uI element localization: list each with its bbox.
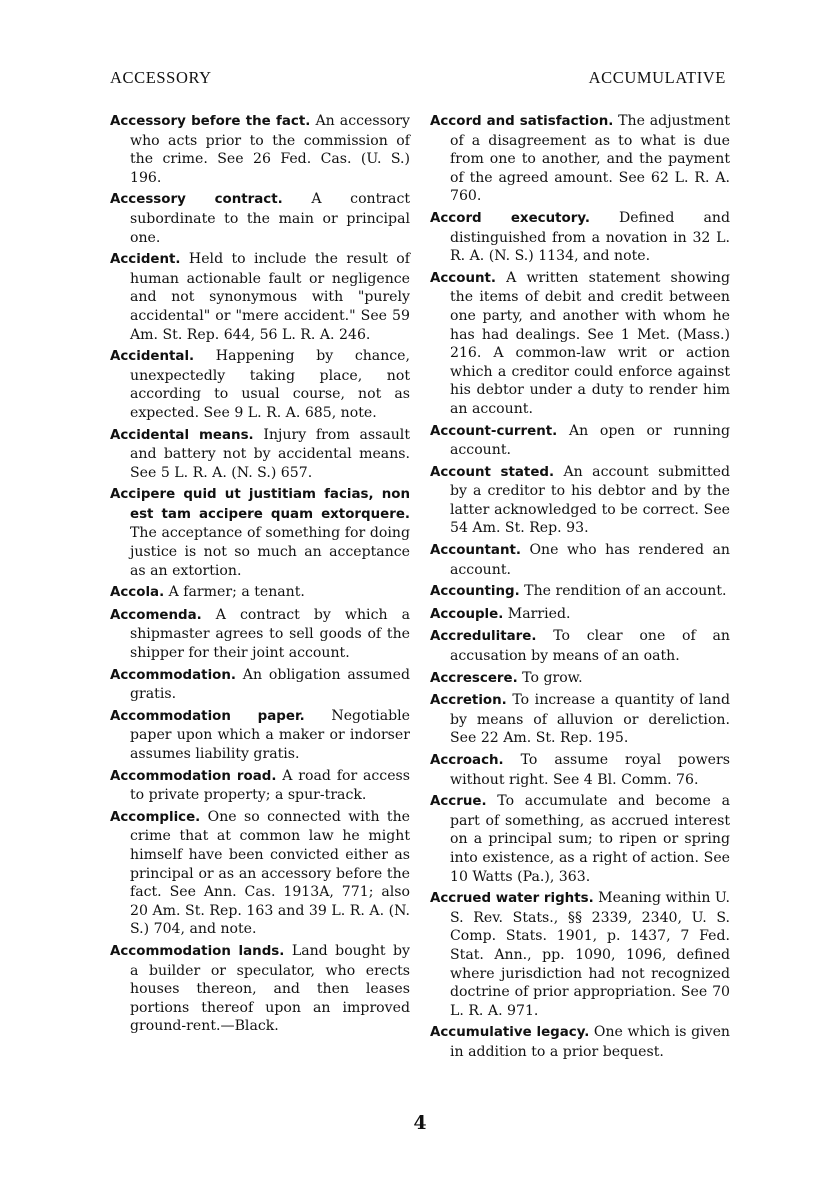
entry-definition: An accessory who acts prior to the commission of the crime. See 26 Fed. Cas. (U. S.) 196. <box>130 113 410 186</box>
dictionary-entry <box>430 605 730 625</box>
entry-definition: To accumulate and become a part of something, as accrued interest on a principal sum; to ripen or spring into existence, as a right of action. See 10 Watts (Pa.), 363. <box>450 793 730 885</box>
entry-term: Accommodation. <box>110 667 236 683</box>
entry-term: Accidental means. <box>110 427 254 443</box>
dictionary-entry <box>110 767 410 805</box>
entry-definition: Happening by chance, unexpectedly taking place, not according to usual course, not as expected. See 9 L. R. A. 685, note. <box>130 348 410 421</box>
entry-term: Accretion. <box>430 693 507 709</box>
dictionary-entry <box>110 942 410 1036</box>
dictionary-entry <box>430 582 730 602</box>
entry-term: Accomplice. <box>110 809 201 825</box>
dictionary-entry <box>110 347 410 422</box>
entry-definition: One which is given in addition to a prior bequest. <box>450 1024 730 1060</box>
entry-term: Account stated. <box>430 464 555 480</box>
page-number: 4 <box>413 1112 427 1134</box>
dictionary-entry <box>430 1023 730 1061</box>
entry-term: Accessory before the fact. <box>110 114 311 129</box>
entry-term: Accidental. <box>110 349 195 365</box>
dictionary-entry <box>430 209 730 266</box>
dictionary-entry <box>430 889 730 1020</box>
entry-term: Accommodation lands. <box>110 943 285 959</box>
entry-definition: The adjustment of a disagreement as to what is due from one to another, and the payment of the agreed amount. See 62 L. R. A. 760. <box>450 113 730 205</box>
dictionary-entry <box>430 751 730 789</box>
entry-definition: To assume royal powers without right. See 4 Bl. Comm. 76. <box>450 752 730 788</box>
entry-definition: Married. <box>503 605 571 622</box>
entry-definition: To grow. <box>517 669 583 686</box>
entry-term: Account-current. <box>430 423 558 439</box>
entry-definition: An account submitted by a creditor to his debtor and by the latter acknowledged to be correct. See 54 Am. St. Rep. 93. <box>450 463 730 537</box>
entry-term: Account. <box>430 270 496 286</box>
dictionary-entry <box>110 808 410 939</box>
dictionary-entry <box>110 606 410 663</box>
dictionary-entry <box>430 463 730 538</box>
dictionary-entry <box>110 707 410 764</box>
entry-term: Accredulitare. <box>430 629 537 645</box>
left-column <box>110 112 410 1039</box>
dictionary-entry <box>430 669 730 689</box>
dictionary-entry <box>110 666 410 704</box>
entry-term: Accipere quid ut justitiam facias, non est tam accipere quam extorquere. <box>110 487 410 522</box>
dictionary-entry <box>110 112 410 187</box>
entry-term: Accountant. <box>430 543 521 559</box>
entry-term: Accouple. <box>430 606 504 622</box>
running-head-left: ACCESSORY <box>110 68 212 87</box>
entry-definition: A contract subordinate to the main or principal one. <box>130 191 410 246</box>
entry-definition: The rendition of an account. <box>519 583 727 600</box>
entry-definition: The acceptance of something for doing justice is not so much an acceptance as an extortion. <box>130 525 410 579</box>
dictionary-entry <box>430 269 730 419</box>
dictionary-entry <box>110 250 410 344</box>
entry-term: Accrue. <box>430 794 487 810</box>
entry-definition: One who has rendered an account. <box>450 542 730 578</box>
entry-definition: Negotiable paper upon which a maker or indorser assumes liability gratis. <box>130 707 411 762</box>
entry-term: Accola. <box>110 585 165 601</box>
dictionary-entry <box>430 422 730 460</box>
running-head <box>110 68 726 90</box>
entry-definition: Injury from assault and battery not by accidental means. See 5 L. R. A. (N. S.) 657. <box>130 426 410 481</box>
entry-term: Accrued water rights. <box>430 891 594 907</box>
dictionary-entry <box>110 485 410 580</box>
entry-term: Accessory contract. <box>110 192 283 208</box>
entry-definition: To increase a quantity of land by means of alluvion or dereliction. See 22 Am. St. Rep. 195. <box>450 692 730 747</box>
entry-definition: A farmer; a tenant. <box>164 584 305 601</box>
entry-definition: An open or running account. <box>450 422 730 459</box>
entry-term: Accord and satisfaction. <box>430 114 614 129</box>
right-column <box>430 112 730 1065</box>
dictionary-entry <box>110 583 410 603</box>
entry-term: Accumulative legacy. <box>430 1025 590 1041</box>
dictionary-entry <box>110 190 410 247</box>
dictionary-entry <box>430 691 730 748</box>
entry-term: Accommodation road. <box>110 768 277 784</box>
entry-definition: Held to include the result of human actionable fault or negligence and not synonymous with "purely accidental" or "mere accident." See 59 Am. St. Rep. 644, 56 L. R. A. 246. <box>130 251 410 343</box>
entry-definition: Meaning within U. S. Rev. Stats., §§ 2339, 2340, U. S. Comp. Stats. 1901, p. 1437, 7 Fed. Stat. Ann., pp. 1090, 1096, defined where jurisdiction had not recognized doctrine of prior appropriation. See 70 L. R. A. 971. <box>450 890 730 1019</box>
dictionary-entry <box>430 541 730 579</box>
dictionary-entry <box>110 426 410 483</box>
entry-definition: One so connected with the crime that at common law he might himself have been convicted either as principal or as an accessory before the fact. See Ann. Cas. 1913A, 771; also 20 Am. St. Rep. 163 and 39 L. R. A. (N. S.) 704, and note. <box>130 808 410 938</box>
entry-term: Accounting. <box>430 584 520 600</box>
entry-term: Accrescere. <box>430 670 518 686</box>
running-head-right: ACCUMULATIVE <box>588 68 726 87</box>
dictionary-entry <box>430 112 730 206</box>
entry-term: Accomenda. <box>110 607 202 623</box>
entry-definition: Defined and distinguished from a novation in 32 L. R. A. (N. S.) 1134, and note. <box>450 209 730 265</box>
entry-definition: A written statement showing the items of debit and credit between one party, and another with whom he has had dealings. See 1 Met. (Mass.) 216. A common-law writ or action which a creditor could enforce against his debtor under a duty to render him an account. <box>450 269 730 417</box>
entry-term: Accident. <box>110 252 181 268</box>
entry-term: Accommodation paper. <box>110 708 305 724</box>
entry-term: Accroach. <box>430 753 504 768</box>
entry-definition: To clear one of an accusation by means of an oath. <box>450 628 730 665</box>
entry-term: Accord executory. <box>430 210 590 226</box>
entry-definition: An obligation assumed gratis. <box>130 666 410 703</box>
entry-definition: Land bought by a builder or speculator, who erects houses thereon, and then leases portions thereof upon an improved ground-rent.—Black. <box>130 942 410 1035</box>
dictionary-entry <box>430 627 730 665</box>
entry-definition: A road for access to private property; a spur-track. <box>130 767 411 804</box>
entry-definition: A contract by which a shipmaster agrees to sell goods of the shipper for their joint account. <box>130 606 410 662</box>
dictionary-entry <box>430 792 730 886</box>
